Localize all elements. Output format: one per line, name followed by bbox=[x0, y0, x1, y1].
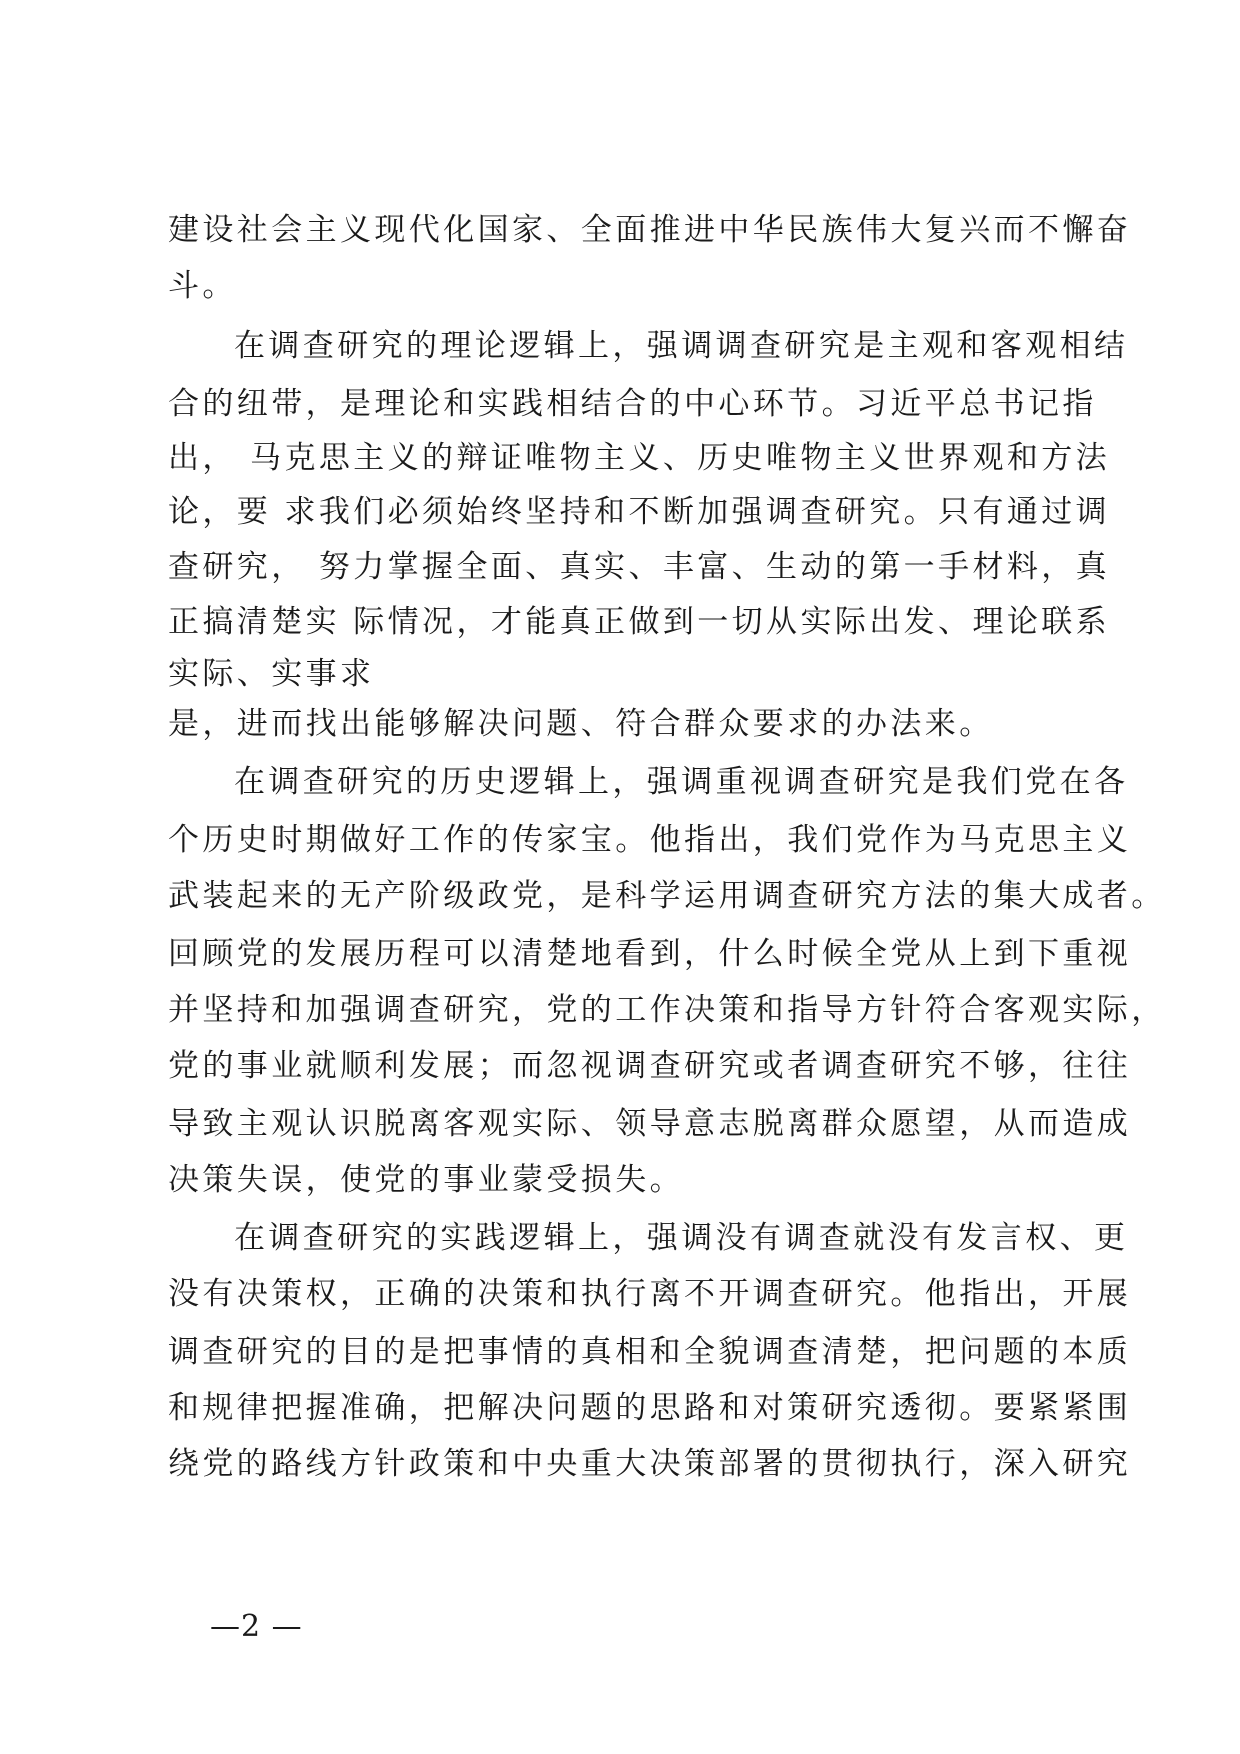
body-text-line: 调查研究的目的是把事情的真相和全貌调查清楚，把问题的本质 bbox=[168, 1334, 1132, 1370]
body-text-line: 并坚持和加强调查研究，党的工作决策和指导方针符合客观实际， bbox=[168, 992, 1166, 1028]
body-text-line: 回顾党的发展历程可以清楚地看到，什么时候全党从上到下重视 bbox=[168, 936, 1132, 972]
body-text-line: 出， 马克思主义的辩证唯物主义、历史唯物主义世界观和方法 bbox=[168, 440, 1111, 476]
body-text-line: 论，要 求我们必须始终坚持和不断加强调查研究。只有通过调 bbox=[168, 494, 1111, 530]
body-text-line: 是，进而找出能够解决问题、符合群众要求的办法来。 bbox=[168, 706, 994, 742]
body-text-line: 武装起来的无产阶级政党，是科学运用调查研究方法的集大成者。 bbox=[168, 878, 1166, 914]
body-text-line: 实际、实事求 bbox=[168, 656, 375, 692]
body-text-line: 建设社会主义现代化国家、全面推进中华民族伟大复兴而不懈奋 bbox=[168, 212, 1132, 248]
body-text-line: 决策失误，使党的事业蒙受损失。 bbox=[168, 1162, 684, 1198]
page-number: —2 — bbox=[210, 1609, 303, 1644]
body-text-line: 斗。 bbox=[168, 268, 237, 304]
body-text-line: 查研究， 努力掌握全面、真实、丰富、生动的第一手材料，真 bbox=[168, 549, 1111, 585]
body-text-line: 和规律把握准确，把解决问题的思路和对策研究透彻。要紧紧围 bbox=[168, 1390, 1132, 1426]
paragraph-first-line: 在调查研究的实践逻辑上，强调没有调查就没有发言权、更 bbox=[234, 1220, 1129, 1256]
body-text-line: 个历史时期做好工作的传家宝。他指出，我们党作为马克思主义 bbox=[168, 822, 1132, 858]
body-text-line: 正搞清楚实 际情况，才能真正做到一切从实际出发、理论联系 bbox=[168, 604, 1111, 640]
body-text-line: 导致主观认识脱离客观实际、领导意志脱离群众愿望，从而造成 bbox=[168, 1106, 1132, 1142]
body-text-line: 绕党的路线方针政策和中央重大决策部署的贯彻执行，深入研究 bbox=[168, 1446, 1132, 1482]
body-text-line: 党的事业就顺利发展；而忽视调查研究或者调查研究不够，往往 bbox=[168, 1048, 1132, 1084]
paragraph-first-line: 在调查研究的理论逻辑上，强调调查研究是主观和客观相结 bbox=[234, 328, 1129, 364]
paragraph-first-line: 在调查研究的历史逻辑上，强调重视调查研究是我们党在各 bbox=[234, 764, 1129, 800]
body-text-line: 合的纽带，是理论和实践相结合的中心环节。习近平总书记指 bbox=[168, 386, 1097, 422]
body-text-line: 没有决策权，正确的决策和执行离不开调查研究。他指出，开展 bbox=[168, 1276, 1132, 1312]
